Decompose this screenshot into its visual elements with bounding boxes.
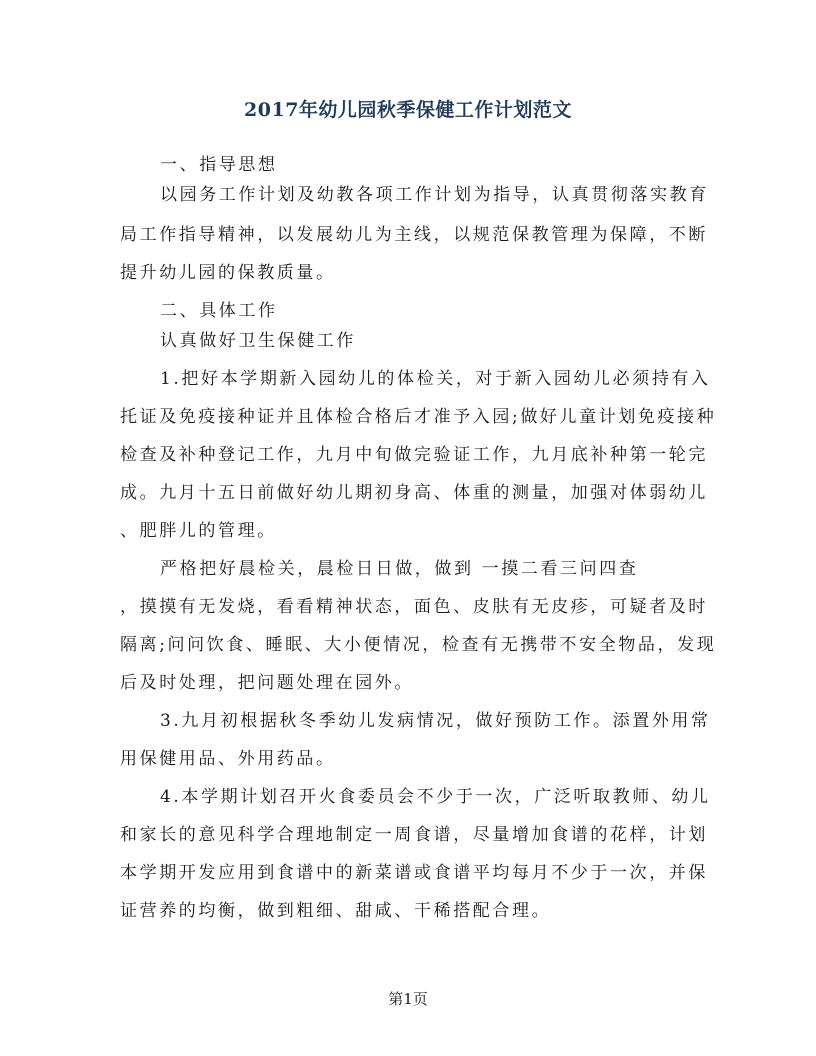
document-title: 2017年幼儿园秋季保健工作计划范文 — [244, 99, 572, 121]
paragraph-line: 严格把好晨检关，晨检日日做，做到 一摸二看三问四查 — [160, 559, 639, 579]
paragraph-line: 用保健用品、外用药品。 — [120, 749, 336, 769]
section-heading: 一、指导思想 — [160, 155, 278, 175]
paragraph-line: 后及时处理，把问题处理在园外。 — [120, 673, 414, 693]
paragraph-line: 、肥胖儿的管理。 — [120, 521, 277, 541]
paragraph-line: 检查及补种登记工作，九月中旬做完验证工作，九月底补种第一轮完 — [120, 445, 708, 465]
subsection-heading: 认真做好卫生保健工作 — [160, 331, 356, 351]
paragraph-line: 成。九月十五日前做好幼儿期初身高、体重的测量，加强对体弱幼儿 — [120, 483, 708, 503]
paragraph-line: 3.九月初根据秋冬季幼儿发病情况，做好预防工作。添置外用常 — [160, 711, 711, 731]
section-heading: 二、具体工作 — [160, 301, 278, 321]
paragraph-line: 局工作指导精神，以发展幼儿为主线，以规范保教管理为保障，不断 — [120, 225, 708, 245]
paragraph-line: 以园务工作计划及幼教各项工作计划为指导，认真贯彻落实教育 — [160, 185, 709, 205]
page-number: 第1页 — [388, 990, 428, 1008]
paragraph-line: 本学期开发应用到食谱中的新菜谱或食谱平均每月不少于一次，并保 — [120, 863, 708, 883]
paragraph-line: 和家长的意见科学合理地制定一周食谱，尽量增加食谱的花样，计划 — [120, 825, 708, 845]
paragraph-line: 1.把好本学期新入园幼儿的体检关，对于新入园幼儿必须持有入 — [160, 369, 711, 389]
paragraph-line: 提升幼儿园的保教质量。 — [120, 263, 336, 283]
paragraph-line: 4.本学期计划召开火食委员会不少于一次，广泛听取教师、幼儿 — [160, 787, 711, 807]
paragraph-line: 托证及免疫接种证并且体检合格后才准予入园;做好儿童计划免疫接种 — [120, 407, 717, 427]
paragraph-line: 证营养的均衡，做到粗细、甜咸、干稀搭配合理。 — [120, 901, 552, 921]
paragraph-line: 隔离;问问饮食、睡眠、大小便情况，检查有无携带不安全物品，发现 — [120, 635, 717, 655]
paragraph-line: ，摸摸有无发烧，看看精神状态，面色、皮肤有无皮疹，可疑者及时 — [120, 597, 708, 617]
